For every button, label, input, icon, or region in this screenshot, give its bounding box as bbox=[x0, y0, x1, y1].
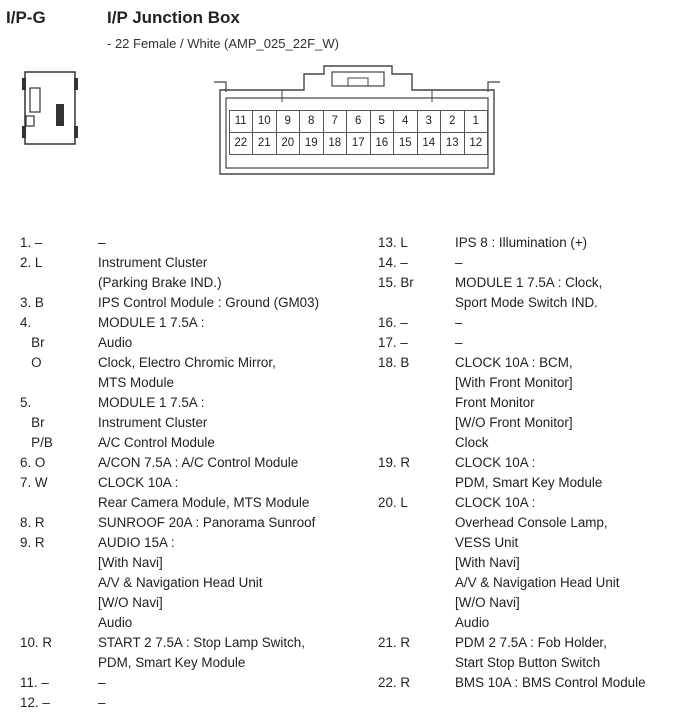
pin-description: CLOCK 10A : BCM, bbox=[455, 355, 573, 370]
pin-cell: 7 bbox=[323, 110, 348, 133]
pin-description: CLOCK 10A : bbox=[455, 455, 536, 470]
pin-cell: 11 bbox=[229, 110, 254, 133]
pin-row bbox=[20, 393, 365, 413]
pin-row bbox=[20, 453, 365, 473]
pin-row bbox=[20, 673, 365, 693]
pin-row bbox=[20, 533, 365, 553]
pin-description: – bbox=[98, 235, 106, 250]
pin-description: IPS 8 : Illumination (+) bbox=[455, 235, 588, 250]
pin-label bbox=[378, 293, 455, 313]
pin-row bbox=[378, 393, 688, 413]
pin-description: [With Front Monitor] bbox=[455, 375, 573, 390]
pin-description: MODULE 1 7.5A : bbox=[98, 395, 205, 410]
pin-row bbox=[378, 573, 688, 593]
pin-description: PDM 2 7.5A : Fob Holder, bbox=[455, 635, 607, 650]
pin-description: Rear Camera Module, MTS Module bbox=[98, 495, 310, 510]
pin-label bbox=[378, 413, 455, 433]
pin-cell: 18 bbox=[323, 132, 348, 155]
pin-label: 20. L bbox=[378, 495, 408, 510]
pin-row bbox=[378, 513, 688, 533]
pin-row bbox=[20, 313, 365, 333]
pin-label bbox=[20, 593, 98, 613]
pin-label bbox=[378, 593, 455, 613]
pin-description: AUDIO 15A : bbox=[98, 535, 175, 550]
pin-description: PDM, Smart Key Module bbox=[98, 655, 246, 670]
pin-cell: 22 bbox=[229, 132, 254, 155]
pin-row bbox=[378, 433, 688, 453]
pin-description: MODULE 1 7.5A : bbox=[98, 315, 205, 330]
pin-label: 14. – bbox=[378, 255, 408, 270]
pin-description: – bbox=[455, 315, 463, 330]
pin-label bbox=[378, 393, 455, 413]
pin-row bbox=[378, 613, 688, 633]
pin-description: (Parking Brake IND.) bbox=[98, 275, 222, 290]
pin-row bbox=[378, 533, 688, 553]
pin-description: Clock, Electro Chromic Mirror, bbox=[98, 355, 276, 370]
pin-row bbox=[20, 513, 365, 533]
pin-row bbox=[378, 353, 688, 373]
pin-label: 13. L bbox=[378, 235, 408, 250]
pin-list-right bbox=[378, 233, 688, 693]
pin-label: 9. R bbox=[20, 535, 45, 550]
pin-description: A/V & Navigation Head Unit bbox=[98, 575, 263, 590]
pin-row bbox=[378, 273, 688, 293]
pin-label bbox=[378, 653, 455, 673]
pin-row bbox=[378, 633, 688, 653]
pin-list-left bbox=[20, 233, 365, 713]
pin-cell: 1 bbox=[464, 110, 489, 133]
pin-label: 11. – bbox=[20, 675, 49, 690]
connector-code: I/P-G bbox=[6, 8, 46, 27]
pin-cell: 10 bbox=[252, 110, 277, 133]
pin-row bbox=[20, 333, 365, 353]
pin-description: – bbox=[455, 335, 463, 350]
pin-cell: 19 bbox=[299, 132, 324, 155]
pin-label: Br bbox=[20, 415, 45, 430]
pin-cell: 9 bbox=[276, 110, 301, 133]
pin-description: – bbox=[98, 695, 106, 710]
pin-row bbox=[20, 353, 365, 373]
pin-label: 21. R bbox=[378, 635, 411, 650]
pin-description: PDM, Smart Key Module bbox=[455, 475, 603, 490]
pin-label bbox=[378, 533, 455, 553]
pin-description: Overhead Console Lamp, bbox=[455, 515, 608, 530]
pin-row bbox=[378, 553, 688, 573]
pin-row bbox=[378, 253, 688, 273]
pin-description: – bbox=[98, 675, 106, 690]
pin-row bbox=[378, 673, 688, 693]
pin-label bbox=[20, 613, 98, 633]
pin-description: Instrument Cluster bbox=[98, 415, 208, 430]
pin-row bbox=[20, 233, 365, 253]
pin-row bbox=[20, 253, 365, 273]
pin-row bbox=[20, 373, 365, 393]
pin-cell: 16 bbox=[370, 132, 395, 155]
pin-cell: 13 bbox=[440, 132, 465, 155]
pin-label: 4. bbox=[20, 315, 32, 330]
pin-description: SUNROOF 20A : Panorama Sunroof bbox=[98, 515, 316, 530]
pin-description: Clock bbox=[455, 435, 489, 450]
pin-row bbox=[20, 653, 365, 673]
pin-label: 18. B bbox=[378, 355, 410, 370]
pin-label: 17. – bbox=[378, 335, 408, 350]
pin-description: BMS 10A : BMS Control Module bbox=[455, 675, 646, 690]
pin-row bbox=[378, 413, 688, 433]
pin-row bbox=[20, 573, 365, 593]
pin-row bbox=[378, 373, 688, 393]
pin-description: [With Navi] bbox=[98, 555, 163, 570]
pin-description: MTS Module bbox=[98, 375, 174, 390]
pin-label bbox=[20, 553, 98, 573]
pin-row bbox=[378, 493, 688, 513]
pin-cell: 8 bbox=[299, 110, 324, 133]
pin-row bbox=[20, 293, 365, 313]
pin-row bbox=[378, 593, 688, 613]
pin-row bbox=[20, 633, 365, 653]
pin-row bbox=[378, 293, 688, 313]
pin-row bbox=[20, 473, 365, 493]
pin-label bbox=[20, 573, 98, 593]
pin-description: Audio bbox=[98, 335, 133, 350]
pin-description: [W/O Navi] bbox=[98, 595, 163, 610]
pin-description: [W/O Front Monitor] bbox=[455, 415, 573, 430]
pin-label bbox=[378, 473, 455, 493]
pin-label bbox=[20, 273, 98, 293]
pin-label: 5. bbox=[20, 395, 32, 410]
pin-label: 6. O bbox=[20, 455, 46, 470]
junction-box-location-icon bbox=[22, 70, 78, 146]
pin-label: 3. B bbox=[20, 295, 44, 310]
pin-label: 12. – bbox=[20, 695, 50, 710]
pin-description: VESS Unit bbox=[455, 535, 519, 550]
pin-cell: 15 bbox=[393, 132, 418, 155]
pin-label: 22. R bbox=[378, 675, 411, 690]
pin-label bbox=[378, 513, 455, 533]
pin-row bbox=[378, 233, 688, 253]
pin-cell: 4 bbox=[393, 110, 418, 133]
pin-row bbox=[378, 653, 688, 673]
pin-label bbox=[378, 573, 455, 593]
pin-row bbox=[378, 473, 688, 493]
pin-description: Instrument Cluster bbox=[98, 255, 208, 270]
pin-label bbox=[20, 373, 98, 393]
pin-description: START 2 7.5A : Stop Lamp Switch, bbox=[98, 635, 305, 650]
pin-row bbox=[20, 693, 365, 713]
pin-label: P/B bbox=[20, 435, 53, 450]
pin-label: Br bbox=[20, 335, 45, 350]
pin-label: 7. W bbox=[20, 475, 48, 490]
pin-row bbox=[20, 593, 365, 613]
pin-row bbox=[20, 273, 365, 293]
pin-label: 16. – bbox=[378, 315, 408, 330]
pin-row bbox=[20, 433, 365, 453]
pin-cell: 12 bbox=[464, 132, 489, 155]
connector-face-diagram bbox=[212, 62, 502, 180]
pin-description: Sport Mode Switch IND. bbox=[455, 295, 598, 310]
pin-label: 1. – bbox=[20, 235, 43, 250]
pin-label bbox=[378, 433, 455, 453]
pin-description: Front Monitor bbox=[455, 395, 535, 410]
pin-description: – bbox=[455, 255, 463, 270]
pin-description: [W/O Navi] bbox=[455, 595, 520, 610]
pin-cell: 20 bbox=[276, 132, 301, 155]
pin-description: MODULE 1 7.5A : Clock, bbox=[455, 275, 603, 290]
pin-label: 2. L bbox=[20, 255, 43, 270]
pin-cell: 21 bbox=[252, 132, 277, 155]
pin-label: 15. Br bbox=[378, 275, 414, 290]
pin-cell: 2 bbox=[440, 110, 465, 133]
pin-label: 10. R bbox=[20, 635, 53, 650]
pin-cell: 3 bbox=[417, 110, 442, 133]
pin-row bbox=[20, 553, 365, 573]
pin-label bbox=[20, 493, 98, 513]
pin-description: Audio bbox=[98, 615, 133, 630]
pin-description: A/C Control Module bbox=[98, 435, 215, 450]
pin-description: A/CON 7.5A : A/C Control Module bbox=[98, 455, 299, 470]
pin-description: IPS Control Module : Ground (GM03) bbox=[98, 295, 320, 310]
pin-row bbox=[378, 333, 688, 353]
pin-description: Audio bbox=[455, 615, 490, 630]
pin-row bbox=[20, 613, 365, 633]
pin-description: CLOCK 10A : bbox=[98, 475, 179, 490]
pin-row bbox=[378, 313, 688, 333]
pin-description: Start Stop Button Switch bbox=[455, 655, 601, 670]
pin-label bbox=[378, 553, 455, 573]
pin-label: O bbox=[20, 355, 42, 370]
pin-cell: 6 bbox=[346, 110, 371, 133]
connector-subtitle: - 22 Female / White (AMP_025_22F_W) bbox=[107, 36, 339, 51]
pin-cell: 14 bbox=[417, 132, 442, 155]
pin-row bbox=[378, 453, 688, 473]
pin-cell: 17 bbox=[346, 132, 371, 155]
pin-label bbox=[20, 653, 98, 673]
pin-row bbox=[20, 413, 365, 433]
pin-row bbox=[20, 493, 365, 513]
pin-description: A/V & Navigation Head Unit bbox=[455, 575, 620, 590]
page-title: I/P Junction Box bbox=[107, 8, 240, 27]
pin-grid bbox=[229, 110, 488, 154]
pin-cell: 5 bbox=[370, 110, 395, 133]
pin-description: CLOCK 10A : bbox=[455, 495, 536, 510]
pin-label bbox=[378, 373, 455, 393]
pin-label: 19. R bbox=[378, 455, 411, 470]
pin-label bbox=[378, 613, 455, 633]
pin-label: 8. R bbox=[20, 515, 45, 530]
pin-description: [With Navi] bbox=[455, 555, 520, 570]
